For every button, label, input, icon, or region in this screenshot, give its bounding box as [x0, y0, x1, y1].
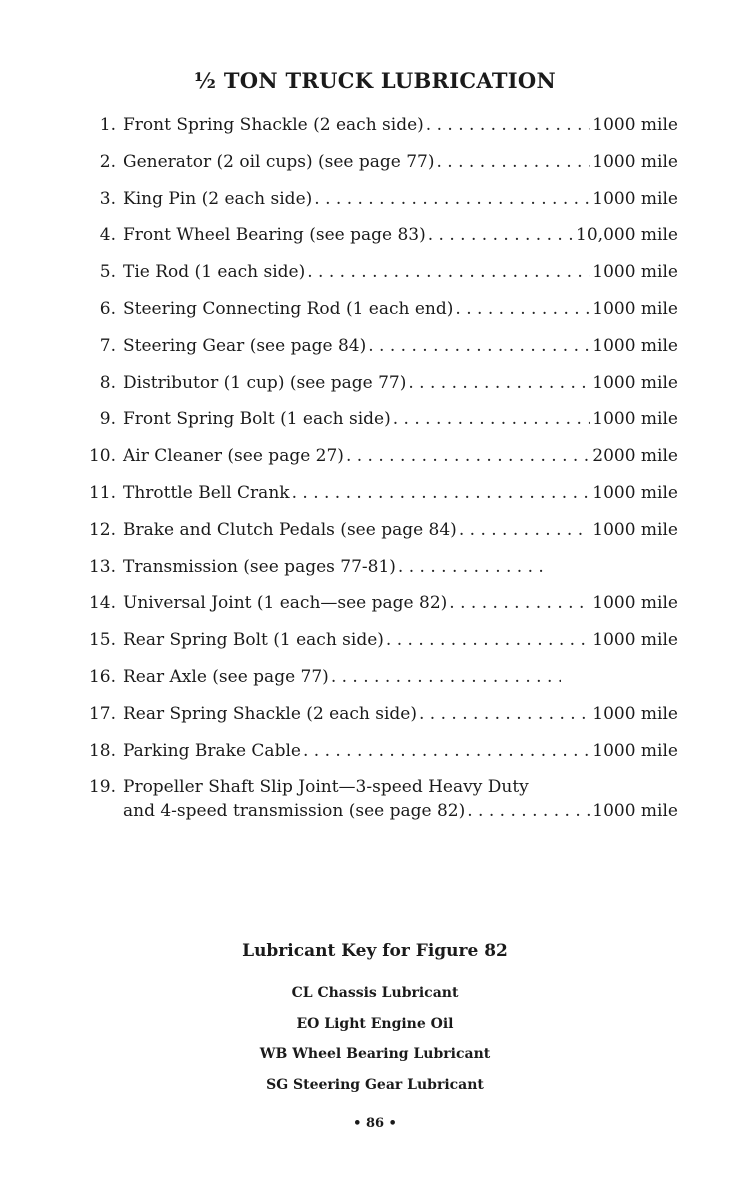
- item-miles: 1000 mile: [592, 262, 678, 283]
- item-number: 4.: [99, 225, 116, 246]
- item-text: Rear Spring Bolt (1 each side): [123, 630, 384, 651]
- list-item: [78, 741, 678, 778]
- lubricant-key-item: EO Light Engine Oil: [296, 1016, 454, 1032]
- leader-dots: [314, 189, 590, 209]
- item-miles: 1000 mile: [592, 188, 678, 209]
- item-number: 15.: [88, 630, 116, 651]
- item-miles: 1000 mile: [592, 335, 678, 356]
- item-text: Rear Axle (see page 77): [123, 666, 329, 687]
- item-text: Steering Gear (see page 84): [123, 335, 367, 356]
- list-item: [78, 557, 678, 594]
- list-item: [78, 225, 678, 262]
- lubricant-key-item: WB Wheel Bearing Lubricant: [259, 1046, 491, 1062]
- page-title: ½ TON TRUCK LUBRICATION: [194, 68, 556, 93]
- list-item: [78, 262, 678, 299]
- item-number: 9.: [99, 409, 116, 430]
- list-item: [78, 189, 678, 226]
- item-text: Brake and Clutch Pedals (see page 84): [123, 519, 457, 540]
- item-text: Front Wheel Bearing (see page 83): [123, 225, 426, 246]
- list-item: [78, 667, 678, 704]
- item-miles: 1000 mile: [592, 630, 678, 651]
- item-number: 19.: [88, 777, 116, 798]
- item-text: Throttle Bell Crank: [123, 482, 290, 503]
- item-miles: 1000 mile: [592, 740, 678, 761]
- leader-dots: [368, 336, 590, 356]
- item-number: 18.: [88, 740, 116, 761]
- item-number: 14.: [88, 593, 116, 614]
- item-number: 8.: [99, 372, 116, 393]
- leader-dots: [459, 520, 590, 540]
- item-text: Distributor (1 cup) (see page 77): [123, 372, 407, 393]
- item-number: 3.: [99, 188, 116, 209]
- list-item: [78, 777, 678, 825]
- item-text: Tie Rod (1 each side): [123, 262, 306, 283]
- item-miles: 1000 mile: [592, 519, 678, 540]
- item-miles: 1000 mile: [592, 151, 678, 172]
- list-item: [78, 630, 678, 667]
- item-text: King Pin (2 each side): [123, 188, 313, 209]
- leader-dots: [307, 262, 590, 282]
- item-text: Front Spring Bolt (1 each side): [123, 409, 391, 430]
- item-miles: 1000 mile: [592, 593, 678, 614]
- leader-dots: [437, 152, 591, 172]
- item-number: 16.: [88, 666, 116, 687]
- list-item: [78, 704, 678, 741]
- item-text: Steering Connecting Rod (1 each end): [123, 298, 454, 319]
- leader-dots: [419, 704, 590, 724]
- leader-dots: [346, 446, 590, 466]
- item-number: 6.: [99, 298, 116, 319]
- item-text: Rear Spring Shackle (2 each side): [123, 703, 417, 724]
- leader-dots: [408, 373, 590, 393]
- item-number: 1.: [99, 115, 116, 135]
- lubricant-key-item: CL Chassis Lubricant: [291, 985, 459, 1001]
- list-item: [78, 152, 678, 189]
- item-miles: 10,000 mile: [576, 225, 678, 246]
- item-text: Transmission (see pages 77-81): [123, 556, 396, 577]
- list-item: [78, 483, 678, 520]
- item-number: 12.: [88, 519, 116, 540]
- item-text: Generator (2 oil cups) (see page 77): [123, 151, 435, 172]
- lubrication-list: [78, 115, 678, 825]
- item-number: 17.: [88, 703, 116, 724]
- leader-dots: [398, 557, 548, 577]
- item-text-continued: and 4-speed transmission (see page 82): [123, 801, 466, 822]
- item-text: Universal Joint (1 each—see page 82): [123, 593, 448, 614]
- lubricant-key-item: SG Steering Gear Lubricant: [266, 1077, 484, 1093]
- item-miles: 1000 mile: [592, 372, 678, 393]
- item-text: Parking Brake Cable: [123, 740, 301, 761]
- leader-dots: [449, 593, 590, 613]
- item-number: 7.: [99, 335, 116, 356]
- item-text: Front Spring Shackle (2 each side): [123, 115, 424, 135]
- list-item: [78, 409, 678, 446]
- list-item: [78, 299, 678, 336]
- leader-dots: [455, 299, 590, 319]
- leader-dots: [467, 801, 590, 821]
- list-item: [78, 520, 678, 557]
- lubricant-key-title: Lubricant Key for Figure 82: [242, 941, 508, 961]
- leader-dots: [426, 115, 590, 135]
- leader-dots: [331, 667, 561, 687]
- leader-dots: [292, 483, 591, 503]
- leader-dots: [428, 225, 574, 245]
- item-number: 13.: [88, 556, 116, 577]
- item-text: Air Cleaner (see page 27): [123, 446, 344, 467]
- list-item: [78, 373, 678, 410]
- list-item: [78, 593, 678, 630]
- item-miles: 1000 mile: [592, 409, 678, 430]
- list-item: [78, 115, 678, 152]
- list-item: [78, 446, 678, 483]
- item-number: 5.: [99, 262, 116, 283]
- item-number: 10.: [88, 446, 116, 467]
- item-miles: 1000 mile: [592, 298, 678, 319]
- item-miles: 1000 mile: [592, 482, 678, 503]
- list-item: [78, 336, 678, 373]
- item-text: Propeller Shaft Slip Joint—3-speed Heavy Duty: [123, 777, 529, 798]
- item-number: 2.: [99, 151, 116, 172]
- item-miles: 1000 mile: [592, 115, 678, 135]
- item-miles: 2000 mile: [592, 446, 678, 467]
- leader-dots: [303, 741, 590, 761]
- leader-dots: [393, 409, 591, 429]
- item-miles: 1000 mile: [592, 801, 678, 822]
- page-number: • 86 •: [353, 1116, 397, 1131]
- item-miles: 1000 mile: [592, 703, 678, 724]
- item-number: 11.: [88, 482, 116, 503]
- leader-dots: [386, 630, 590, 650]
